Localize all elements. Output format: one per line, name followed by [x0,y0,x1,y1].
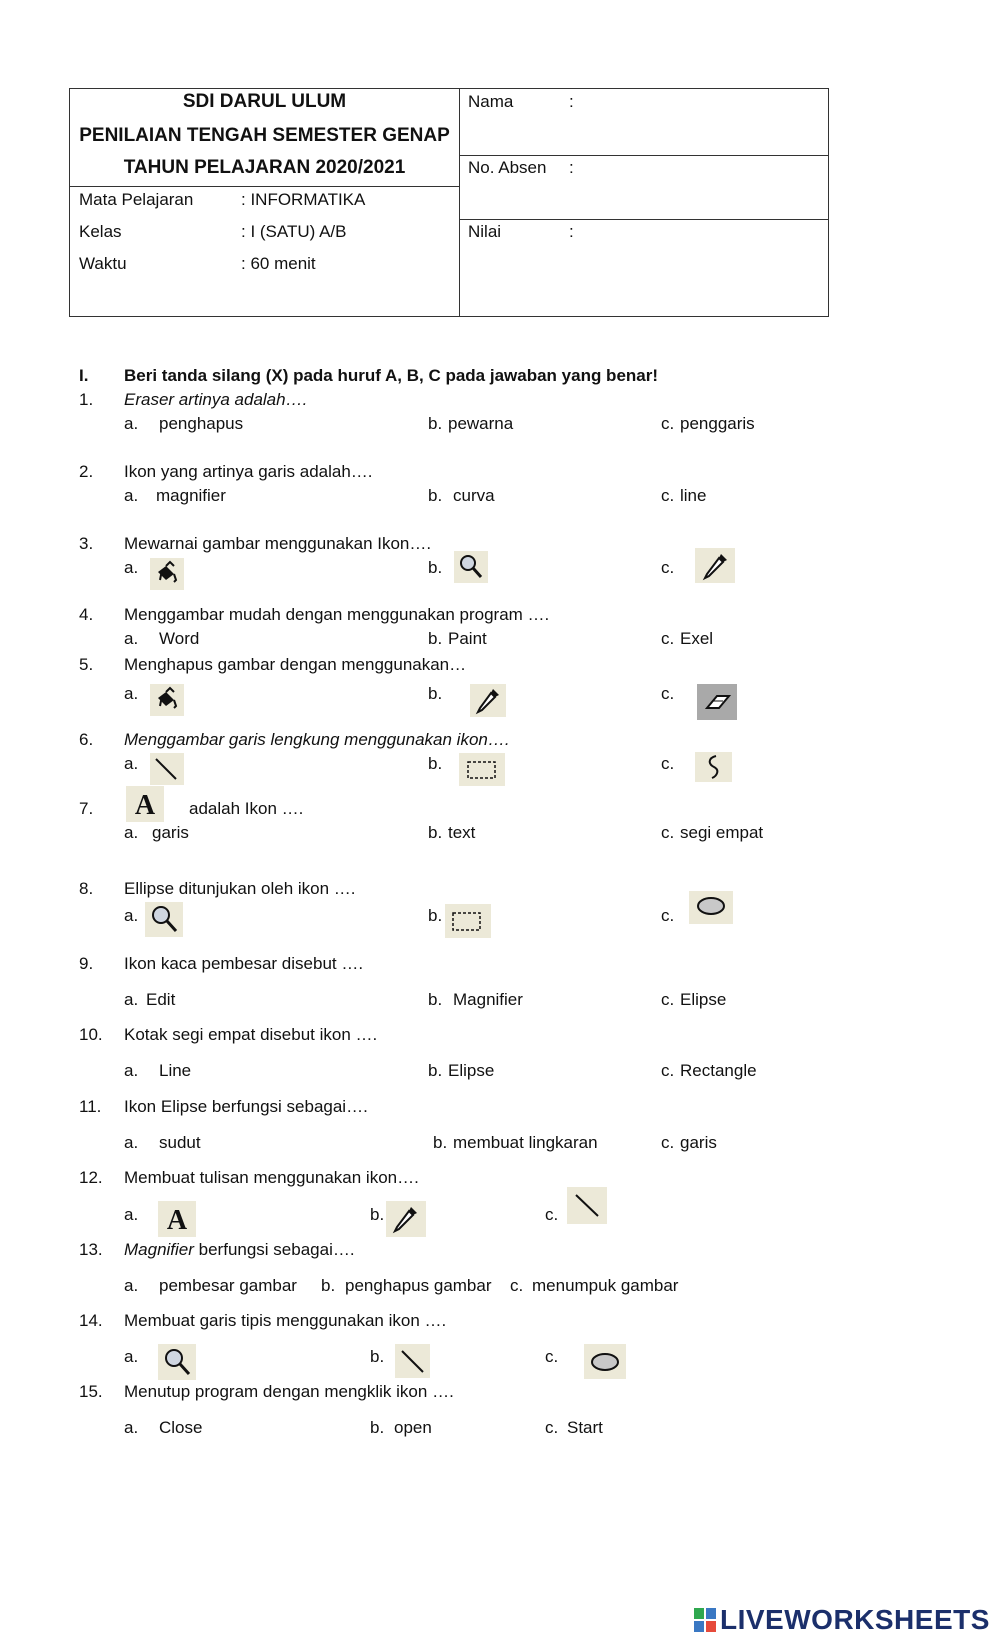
option-letter[interactable]: b. [428,990,443,1009]
nama-label: Nama [468,92,514,111]
field-label: Mata Pelajaran [79,190,194,209]
option-text[interactable]: Word [159,629,200,648]
option-letter[interactable]: b. [428,684,443,703]
option-letter[interactable]: a. [124,486,139,505]
question-text: Kotak segi empat disebut ikon …. [124,1025,378,1044]
header-divider [459,89,460,316]
question-number: 5. [79,655,94,674]
question-text: Eraser artinya adalah…. [124,390,308,409]
school-name: SDI DARUL ULUM [182,91,347,112]
option-letter[interactable]: b. [428,1061,443,1080]
option-text[interactable]: magnifier [156,486,226,505]
option-text[interactable]: Elipse [448,1061,495,1080]
option-letter[interactable]: a. [124,1418,139,1437]
option-text[interactable]: Line [159,1061,192,1080]
option-letter[interactable]: a. [124,629,139,648]
absen-label: No. Absen [468,158,547,177]
eraser-icon[interactable] [697,684,737,720]
option-text[interactable]: segi empat [680,823,764,842]
color-picker-icon[interactable] [695,548,735,583]
question-text: Menutup program dengan mengklik ikon …. [124,1382,454,1401]
field-label: Waktu [79,254,127,273]
option-letter[interactable]: c. [661,1061,675,1080]
question-number: 9. [79,954,94,973]
option-letter[interactable]: a. [124,558,139,577]
question-number: 14. [79,1311,103,1330]
option-text[interactable]: menumpuk gambar [532,1276,679,1295]
ellipse-icon[interactable] [584,1344,626,1379]
option-letter[interactable]: b. [321,1276,336,1295]
liveworksheets-brand: LIVEWORKSHEETS [720,1604,990,1635]
option-text[interactable]: Magnifier [453,990,523,1009]
question-text: Ellipse ditunjukan oleh ikon …. [124,879,356,898]
option-text[interactable]: open [394,1418,432,1437]
question-rest: berfungsi sebagai…. [193,1240,355,1259]
school-year: TAHUN PELAJARAN 2020/2021 [123,157,406,178]
option-letter[interactable]: a. [124,1133,139,1152]
question-text: Menggambar mudah dengan menggunakan program …. [124,605,550,624]
option-text[interactable]: penghapus gambar [345,1276,492,1295]
fill-bucket-icon[interactable] [150,558,184,590]
nilai-colon: : [569,222,574,241]
option-text[interactable]: Rectangle [680,1061,757,1080]
magnifier-icon[interactable] [158,1344,196,1380]
section-number: I. [79,366,89,385]
option-text[interactable]: Exel [680,629,714,648]
option-letter[interactable]: b. [370,1418,385,1437]
header-table [69,88,829,317]
question-number: 13. [79,1240,103,1259]
question-number: 4. [79,605,94,624]
option-letter[interactable]: c. [545,1205,559,1224]
question-number: 8. [79,879,94,898]
question-number: 11. [79,1097,102,1116]
question-text: Menggambar garis lengkung menggunakan ikon…. [124,730,510,749]
question-text: Ikon kaca pembesar disebut …. [124,954,364,973]
option-letter[interactable]: c. [661,414,675,433]
color-picker-icon[interactable] [470,684,506,717]
option-letter[interactable]: a. [124,906,139,925]
option-letter[interactable]: c. [661,823,675,842]
option-letter[interactable]: c. [661,684,675,703]
option-letter[interactable]: a. [124,1061,139,1080]
field-value: : INFORMATIKA [241,190,366,209]
question-number: 7. [79,799,94,818]
option-letter[interactable]: a. [124,823,139,842]
option-letter[interactable]: a. [124,1205,139,1224]
option-text[interactable]: Close [159,1418,203,1437]
option-text[interactable]: penggaris [680,414,755,433]
option-letter[interactable]: c. [661,754,675,773]
option-letter[interactable]: a. [124,754,139,773]
question-number: 15. [79,1382,103,1401]
select-rectangle-icon[interactable] [459,753,505,786]
option-letter[interactable]: b. [428,414,443,433]
option-letter[interactable]: b. [428,558,443,577]
text-tool-icon[interactable] [158,1201,196,1237]
text-tool-icon [126,786,164,822]
magnifier-icon[interactable] [454,551,488,583]
option-text[interactable]: garis [152,823,189,842]
question-number: 12. [79,1168,103,1187]
option-letter[interactable]: b. [370,1347,385,1366]
question-number: 1. [79,390,94,409]
option-text[interactable]: garis [680,1133,717,1152]
option-letter[interactable]: c. [545,1347,559,1366]
question-text: Membuat tulisan menggunakan ikon…. [124,1168,419,1187]
nama-colon: : [569,92,574,111]
option-text[interactable]: pembesar gambar [159,1276,297,1295]
line-icon[interactable] [150,753,184,785]
question-text: Ikon yang artinya garis adalah…. [124,462,373,481]
option-letter[interactable]: c. [545,1418,559,1437]
ellipse-icon[interactable] [689,891,733,924]
option-letter[interactable]: b. [370,1205,385,1224]
question-text: Membuat garis tipis menggunakan ikon …. [124,1311,447,1330]
option-text[interactable]: Edit [146,990,176,1009]
field-label: Kelas [79,222,122,241]
svg-text:A: A [166,1205,188,1236]
color-picker-icon[interactable] [386,1201,426,1237]
curve-icon[interactable] [695,752,732,782]
question-text: adalah Ikon …. [189,799,304,818]
line-icon[interactable] [395,1344,430,1378]
question-text: Menghapus gambar dengan menggunakan… [124,655,467,674]
option-letter[interactable]: c. [661,990,675,1009]
option-letter[interactable]: c. [661,486,675,505]
question-text: Mewarnai gambar menggunakan Ikon…. [124,534,432,553]
svg-text:A: A [134,790,156,821]
option-letter[interactable]: a. [124,1347,139,1366]
option-text[interactable]: Elipse [680,990,727,1009]
liveworksheets-blocks-icon [694,1608,716,1632]
section-instruction: Beri tanda silang (X) pada huruf A, B, C pada jawaban yang benar! [124,366,659,385]
question-number: 2. [79,462,94,481]
select-rectangle-icon[interactable] [445,904,491,938]
option-letter[interactable]: c. [661,906,675,925]
question-text [124,1240,355,1260]
option-text[interactable]: pewarna [448,414,514,433]
field-value: : 60 menit [241,254,316,273]
option-letter[interactable]: c. [661,1133,675,1152]
option-letter[interactable]: a. [124,414,139,433]
question-emphasis: Magnifier [124,1240,194,1259]
option-letter[interactable]: b. [433,1133,448,1152]
option-letter[interactable]: c. [510,1276,524,1295]
option-text[interactable]: line [680,486,707,505]
option-letter[interactable]: b. [428,486,443,505]
option-letter[interactable]: b. [428,823,443,842]
option-letter[interactable]: b. [428,754,443,773]
option-text[interactable]: curva [453,486,495,505]
line-icon[interactable] [567,1187,607,1224]
option-text[interactable]: sudut [159,1133,201,1152]
nilai-label: Nilai [468,222,502,241]
liveworksheets-logo[interactable] [694,1604,990,1634]
option-letter[interactable]: a. [124,684,139,703]
question-number: 3. [79,534,94,553]
header-rule [70,186,459,187]
option-letter[interactable]: a. [124,1276,139,1295]
fill-bucket-icon[interactable] [150,684,184,716]
header-rule [459,219,828,220]
option-letter[interactable]: a. [124,990,139,1009]
option-letter[interactable]: c. [661,629,675,648]
option-letter[interactable]: b. [428,906,443,925]
magnifier-icon[interactable] [145,902,183,937]
header-rule [459,155,828,156]
option-text[interactable]: penghapus [159,414,244,433]
option-text[interactable]: Start [567,1418,603,1437]
option-letter[interactable]: c. [661,558,675,577]
question-text: Ikon Elipse berfungsi sebagai…. [124,1097,368,1116]
exam-title: PENILAIAN TENGAH SEMESTER GENAP [79,125,450,146]
option-text[interactable]: Paint [448,629,487,648]
option-text[interactable]: text [448,823,476,842]
question-number: 6. [79,730,94,749]
option-letter[interactable]: b. [428,629,443,648]
option-text[interactable]: membuat lingkaran [453,1133,598,1152]
field-value: : I (SATU) A/B [241,222,347,241]
question-number: 10. [79,1025,103,1044]
absen-colon: : [569,158,574,177]
